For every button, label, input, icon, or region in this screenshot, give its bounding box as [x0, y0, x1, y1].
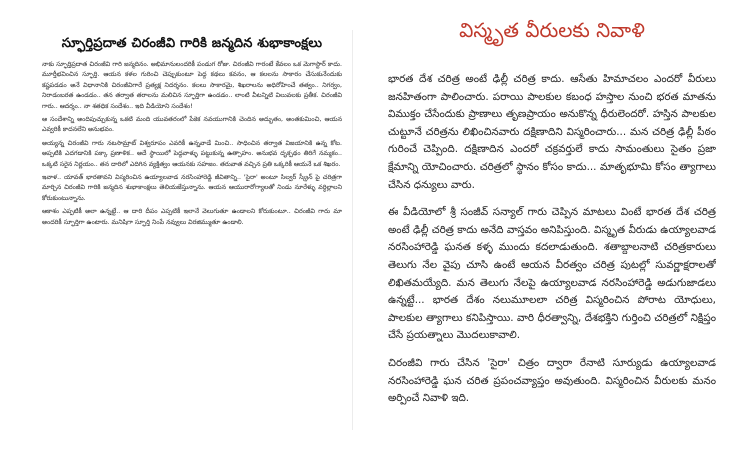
left-article-title: స్ఫూర్తిప్రదాత చిరంజీవి గారికి జన్మదిన శుభాకాంక్షలు [61, 36, 323, 51]
left-article [42, 36, 342, 420]
left-paragraph: అయ్యన్న చిరంజీవి గారు నటసామ్రాట్ విశ్వరూపం ఎవరికీ ఉన్నవాడే మించి.. సాధించిన తర్వాత విజయానికి ఉన్న కోట. అప్పటికి ఎదగడానికి పక్కా ప్రణాళిక.. అదే స్థాయిలో పెద్దవాళ్ళు పట్టుకున్న ఉత్సాహం. అనుభవ దృక్పథం తిరిగే నమ్మకం.. ఒక్కటి సరైన నిర్ణయం.. తన దారిలో ఎదిగిన వ్యక్తిత్వం ఆయనకు సహజం. తరువాత వచ్చిన ప్రతి ఒక్కరికీ ఆయనే ఒక శిఖరం. [42, 139, 342, 168]
right-article [388, 8, 716, 446]
left-paragraph: ఇవాళ.. యావత్ భారతావని విస్మరించిన ఉయ్యాలవాడ నరసింహారెడ్డి జీవితాన్ని.. 'సైరా' అంటూ సిల్వర్ స్క్రీన్ పై చరిత్రగా మార్చిన చిరంజీవి గారికి జన్మదిన శుభాకాంక్షలు తెలియజేస్తున్నాను. ఆయన ఆయురారోగ్యాలతో నిండు నూరేళ్ళు వర్ధిల్లాలని కోరుకుంటున్నాను. [42, 174, 342, 202]
left-article-body [42, 60, 342, 228]
left-paragraph: ఆకాశం ఎప్పటికీ అలా ఉన్నట్టే.. ఆ దారి దీపం ఎప్పటికీ ఇలానే వెలుగుతూ ఉండాలని కోరుకుంటూ.. చిరంజీవి గారు మా అందరికీ స్ఫూర్తిగా ఉంటారు. మనిషిగా స్ఫూర్తి నింపే నవ్వులు విరజిమ్ముతూ ఉండాలి. [42, 208, 342, 226]
right-paragraph: భారత దేశ చరిత్ర అంటే ఢిల్లీ చరిత్ర కాదు. ఆసేతు హిమాచలం ఎందరో వీరులు జనహితంగా పాలించారు. పరాయి పాలకుల కబంధ హస్తాల నుంచి భరత మాతను విముక్తం చేసేందుకు ప్రాణాలు తృణప్రాయం అనుకొన్న ధీరులెందరో. హస్తిన పాలకుల చుట్టూనే చరిత్రను లిఖించినవారు దక్షిణాదిని విస్మరించారు... మన చరిత్ర ఢిల్లీ పీఠం గురించే చెప్పింది. దక్షిణాదిన ఎందరో చక్రవర్తులే కాదు సామంతులు సైతం ప్రజా క్షేమాన్ని యోచించారు. చరిత్రలో స్థానం కోసం కాదు... మాతృభూమి కోసం త్యాగాలు చేసిన ధన్యులు వారు. [388, 73, 716, 191]
column-divider [352, 30, 353, 430]
right-paragraph: చిరంజీవి గారు చేసిన 'సైరా' చిత్రం ద్వారా రేనాటి సూర్యుడు ఉయ్యాలవాడ నరసింహారెడ్డి ఘన చరిత ప్రపంచవ్యాప్తం అవుతుంది. విస్మరించిన వీరులకు మనం అర్పించే నివాళి ఇది. [388, 356, 716, 405]
left-paragraph: ఆ సందేశాన్ని అందిపుచ్చుకున్న ఒకటి మంది యువతరంలో పేకెక నవయుగానికి చెందిన అద్భుతం, అంతకుమించి, ఆయన ఎవ్వరికీ కాదనలేని అనుభవం. [42, 116, 342, 134]
right-paragraph: ఈ వీడియోలో శ్రీ సంజీవ్ సన్యాల్ గారు చెప్పిన మాటలు వింటే భారత దేశ చరిత్ర అంటే ఢిల్లీ చరిత్ర కాదు అనేది వాస్తవం అనిపిస్తుంది. విస్మృత వీరుడు ఉయ్యాలవాడ నరసింహారెడ్డి ఘనత కళ్ళ ముందు కదలాడుతుంది. శతాబ్దాలనాటి చరిత్రకారులు తెలుగు నేల వైపు చూసి ఉంటే ఆయన వీరత్వం చరిత్ర పుటల్లో సువర్ణాక్షరాలతో లిఖితమయ్యేది. మన తెలుగు నేలపై ఉయ్యాలవాడ నరసింహారెడ్డి అడుగుజాడలు ఉన్నట్టే... భారత దేశం నలుమూలలా చరిత్ర విస్మరించిన పోరాట యోధులు, పాలకుల త్యాగాలు కనిపిస్తాయి. వారి ధీరత్వాన్ని, దేశభక్తిని గుర్తించి చరిత్రలో నిక్షిప్తం చేసే ప్రయత్నాలు మొదలుకావాలి. [388, 206, 716, 342]
right-article-title: విస్మృత వీరులకు నివాళి [459, 18, 645, 42]
right-article-body [388, 71, 716, 408]
left-paragraph: నాకు స్ఫూర్తిప్రదాత చిరంజీవి గారి జన్మదినం. అభిమానులందరికీ పండుగ రోజు. చిరంజీవి గారంటే కేవలం ఒక మెగాస్టార్ కాదు. మూర్తీభవించిన స్ఫూర్తి. ఆయన కళల గురించి చెప్పుకుంటూ పెద్ద కథలు కవనం, ఆ కలలను సాకారం చేసుకునేందుకు కష్టపడడం అనే విధానానికి చిరంజీవిగారే ప్రత్యక్ష నిదర్శనం. కలలు సాకారమై, శిఖరాలను అధిరోహించే తత్వం.. నిగర్వం, నిరాడంబరత ఉండడం.. తన తర్వాత తరాలను మలిచిన స్ఫూర్తిగా ఉండడం.. లాంటి వీటన్నిటి విలువలకు ప్రతీక. చిరంజీవి గారు.. ఆదర్శం.. నా శతధిక సందేశం.. ఇది వీడియోని సందేశం! [42, 61, 342, 110]
